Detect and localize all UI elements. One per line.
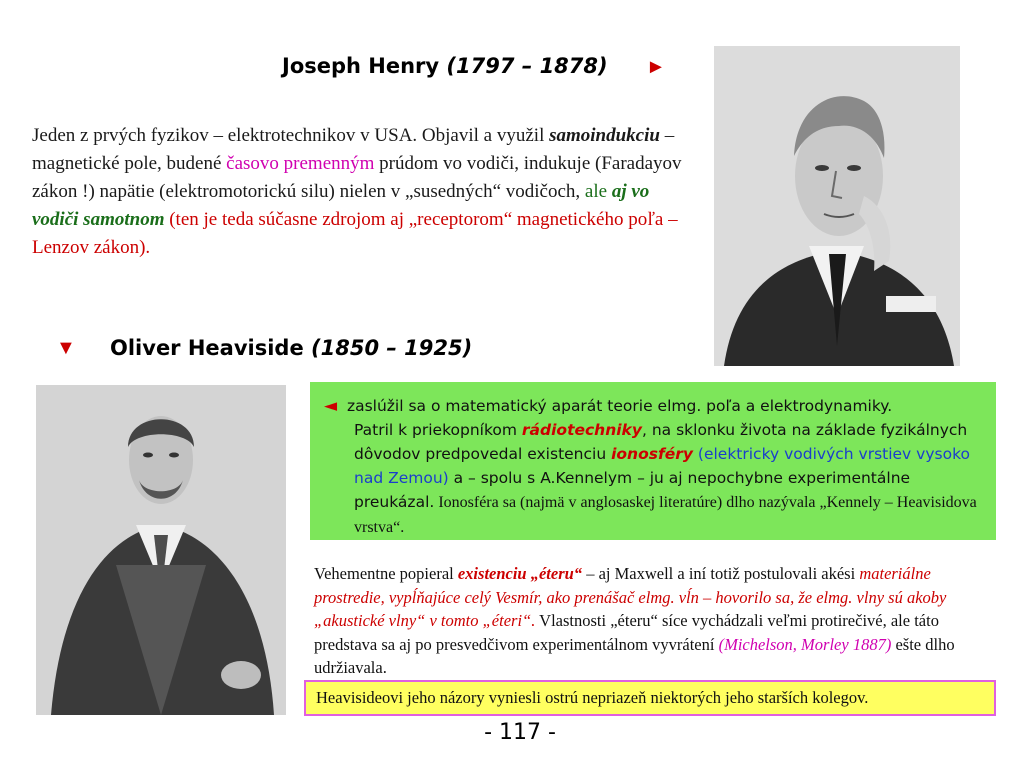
henry-text-3: – magnetické pole, budené [32, 125, 675, 174]
ether-text-1: Vehementne popieral [314, 564, 458, 583]
henry-text-6: ale [584, 181, 612, 202]
ether-text-8: ešte dlho udržiavala. [314, 634, 955, 677]
heaviside-years: (1850 – 1925) [311, 336, 473, 360]
henry-text-conductor-itself: aj vo vodiči samotnom [32, 181, 650, 230]
henry-portrait [714, 46, 960, 366]
page-number: - 117 - [484, 720, 556, 745]
box-text-2: Patril k priekopníkom [354, 421, 522, 439]
ether-text-3: – aj Maxwell a iní totiž postulovali akési [582, 564, 860, 583]
heaviside-summary-box [310, 382, 996, 540]
henry-text-8: (ten je teda súčasne zdrojom aj „receptorom“ magnetického poľa – Lenzov zákon). [32, 209, 678, 258]
henry-text-1: Jeden z prvých fyzikov – elektrotechnikov v USA. Objavil a využil [32, 125, 550, 146]
ether-text-existence: existenciu „éteru“ [457, 564, 583, 583]
heaviside-portrait [36, 385, 286, 715]
heaviside-heading [110, 336, 472, 360]
henry-arrow-icon: ► [646, 56, 666, 78]
ether-text-4: materiálne prostredie, vypĺňajúce celý Vesmír, ako prenášač elmg. vĺn [314, 564, 931, 607]
heaviside-arrow-icon: ▼ [56, 337, 76, 359]
heaviside-note: Heavisideovi jeho názory vyniesli ostrú nepriazeň niektorých jeho starších kolegov. [304, 680, 996, 716]
box-text-7: a – spolu s A.Kennelym – ju aj nepochybne experimentálne preukázal. [354, 469, 911, 511]
box-text-8: Ionosféra sa (najmä v anglosaskej literatúre) dlho nazývala „Kennely – Heavisidova vrstva“. [354, 494, 977, 536]
henry-text-self-induction: samoindukciu [549, 125, 660, 146]
heaviside-name: Oliver Heaviside [110, 336, 304, 360]
ether-text-5: – hovorilo sa, že elmg. vlny sú akoby „akustické vlny“ v tomto „éteri“. [314, 587, 947, 630]
henry-text-5: prúdom vo vodiči, indukuje (Faradayov zákon !) napätie (elektromotorickú silu) nielen v „susedných“ vodičoch, [32, 153, 682, 202]
box-text-radio: rádiotechniky [521, 421, 642, 439]
ether-text-6: Vlastnosti „éteru“ síce vychádzali veľmi protirečivé, ale táto predstava sa aj po presvedčivom experimentálnom vyvrátení [314, 611, 939, 654]
box-text-1: zaslúžil sa o matematický aparát teorie elmg. poľa a elektrodynamiky. [346, 397, 893, 415]
box-text-6: (elektricky vodivých vrstiev vysoko nad Zemou) [354, 445, 970, 487]
henry-text-time-varying: časovo premenným [226, 153, 375, 174]
henry-name: Joseph Henry [282, 54, 440, 78]
henry-paragraph [32, 122, 692, 262]
henry-heading [282, 54, 608, 78]
box-text-ionosphere: ionosféry [611, 445, 693, 463]
ether-paragraph [314, 562, 1000, 680]
box-arrow-icon: ◄ [324, 396, 338, 416]
henry-years: (1797 – 1878) [446, 54, 608, 78]
box-text-4: , na sklonku života na základe fyzikálnych dôvodov predpovedal existenciu [354, 421, 968, 463]
ether-text-michelson: (Michelson, Morley 1887) [718, 634, 892, 654]
